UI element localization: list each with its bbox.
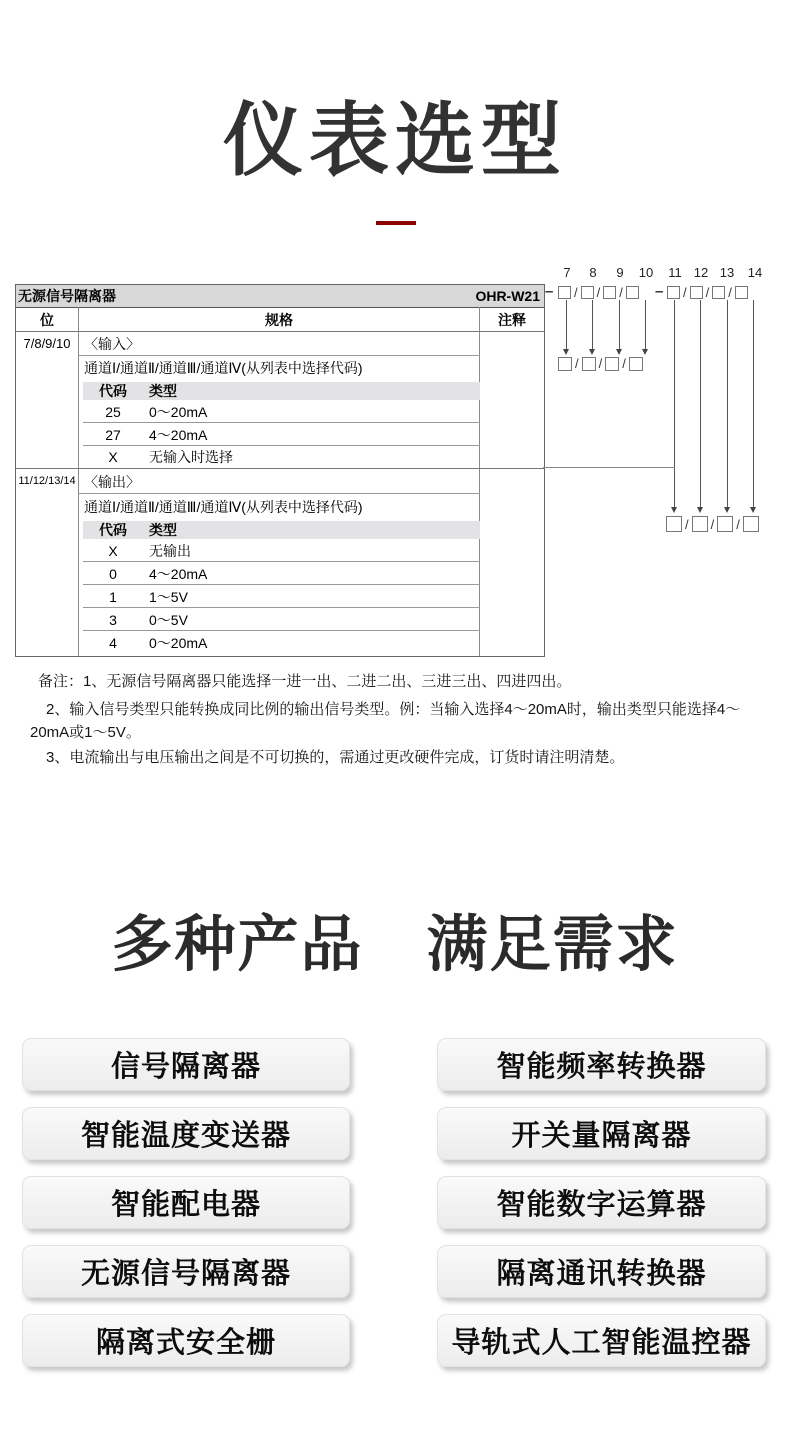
pointer-line (700, 300, 701, 507)
code-cell: 3 (109, 611, 117, 628)
product-button-signal-isolator[interactable]: 信号隔离器 (22, 1038, 350, 1091)
code-box (690, 286, 703, 299)
table-row (16, 585, 544, 608)
output-code-boxes (667, 285, 748, 300)
output-code-header-row (16, 521, 544, 539)
note-3: 3、电流输出与电压输出之间是不可切换的，需通过更改硬件完成，订货时请注明清楚。 (46, 749, 625, 766)
slash-separator: / (598, 356, 603, 371)
output-section-label-row (16, 469, 544, 494)
product-button-switch-isolator[interactable]: 开关量隔离器 (437, 1107, 766, 1160)
page-title: 仪表选型 (223, 96, 567, 185)
product-name: 无源信号隔离器 (18, 288, 116, 304)
code-cell: 4 (109, 635, 117, 651)
digit-label-11: 11 (668, 265, 682, 280)
arrow-down-icon (642, 349, 648, 355)
type-cell: 无输入时选择 (149, 449, 233, 465)
table-row (16, 423, 544, 446)
code-cell: 27 (105, 426, 121, 443)
code-box (666, 516, 682, 532)
arrow-down-icon (589, 349, 595, 355)
table-title-row (16, 285, 544, 308)
table-row (16, 608, 544, 631)
digit-label-13: 13 (719, 265, 735, 280)
type-cell: 1～5V (149, 588, 188, 605)
type-cell: 0～20mA (149, 635, 208, 651)
input-code-boxes (558, 285, 639, 300)
code-header: 代码 (99, 522, 127, 538)
slash-separator: / (622, 356, 626, 371)
position-label-input: 7/8/9/10 (23, 336, 71, 351)
section-connector-line (543, 467, 675, 468)
slash-separator: / (736, 516, 740, 532)
code-box (692, 516, 708, 532)
product-button-passive-signal-isolator[interactable]: 无源信号隔离器 (22, 1245, 350, 1298)
pointer-line (619, 300, 620, 349)
code-cell: 0 (109, 565, 117, 582)
table-row (16, 400, 544, 423)
code-box (712, 286, 725, 299)
pointer-line (645, 300, 646, 349)
input-channels-row (16, 356, 544, 380)
code-dash: – (655, 283, 664, 300)
product-button-distributor[interactable]: 智能配电器 (22, 1176, 350, 1229)
product-button-frequency-converter[interactable]: 智能频率转换器 (437, 1038, 766, 1091)
code-box (626, 286, 639, 299)
type-cell: 4～20mA (149, 426, 208, 443)
pointer-line (592, 300, 593, 349)
arrow-down-icon (724, 507, 730, 513)
table-header-row (16, 308, 544, 332)
slash-separator: / (705, 285, 710, 300)
col-header-position: 位 (40, 311, 54, 328)
pointer-line (727, 300, 728, 507)
title-underline-accent (376, 221, 416, 225)
model-code: OHR-W21 (475, 288, 540, 304)
product-button-digital-calculator[interactable]: 智能数字运算器 (437, 1176, 766, 1229)
slash-separator: / (619, 285, 623, 300)
input-code-header-row (16, 382, 544, 400)
note-1: 备注：1、无源信号隔离器只能选择一进一出、二进二出、三进三出、四进四出。 (38, 673, 572, 690)
code-cell: 1 (109, 588, 117, 605)
table-row (16, 562, 544, 585)
code-box (629, 357, 643, 371)
type-cell: 4～20mA (149, 565, 208, 582)
code-cell: 25 (105, 403, 121, 420)
pointer-line (674, 300, 675, 507)
type-cell: 0～5V (149, 611, 188, 628)
arrow-down-icon (671, 507, 677, 513)
slash-separator: / (728, 285, 732, 300)
col-header-spec: 规格 (265, 311, 293, 328)
code-box (605, 357, 619, 371)
digit-label-12: 12 (693, 265, 709, 280)
input-label: 〈输入〉 (84, 336, 140, 352)
digit-label-8: 8 (589, 265, 597, 280)
note-2: 2、输入信号类型只能转换成同比例的输出信号类型。例：当输入选择4～20mA时，输出类型只能选择4～20mA或1～5V。 (30, 701, 741, 741)
digit-label-9: 9 (616, 265, 624, 280)
pointer-line (753, 300, 754, 507)
code-box (743, 516, 759, 532)
output-channels-row (16, 494, 544, 519)
product-button-temperature-transmitter[interactable]: 智能温度变送器 (22, 1107, 350, 1160)
product-button-rail-ai-temp-controller[interactable]: 导轨式人工智能温控器 (437, 1314, 766, 1367)
code-box (558, 357, 572, 371)
col-header-note: 注释 (498, 311, 526, 328)
type-header: 类型 (149, 383, 177, 399)
arrow-down-icon (697, 507, 703, 513)
slash-separator: / (575, 356, 579, 371)
table-row (16, 539, 544, 562)
position-label-output: 11/12/13/14 (18, 475, 76, 487)
code-box (582, 357, 596, 371)
table-row (16, 631, 544, 655)
slash-separator: / (683, 285, 687, 300)
arrow-down-icon (750, 507, 756, 513)
digit-label-10: 10 (638, 265, 654, 280)
type-cell: 无输出 (149, 542, 191, 559)
slash-separator: / (710, 516, 715, 532)
output-label: 〈输出〉 (84, 473, 140, 490)
pointer-line (566, 300, 567, 349)
digit-label-14: 14 (747, 265, 763, 280)
code-box (735, 286, 748, 299)
output-channels-text: 通道Ⅰ/通道Ⅱ/通道Ⅲ/通道Ⅳ(从列表中选择代码) (84, 498, 363, 515)
model-selection-table (15, 284, 545, 657)
code-box (717, 516, 733, 532)
slash-separator: / (574, 285, 578, 300)
input-channels-text: 通道Ⅰ/通道Ⅱ/通道Ⅲ/通道Ⅳ(从列表中选择代码) (84, 360, 363, 376)
input-section-label-row (16, 332, 544, 356)
code-box (603, 286, 616, 299)
type-header: 类型 (149, 522, 177, 538)
digit-label-7: 7 (563, 265, 571, 280)
arrow-down-icon (616, 349, 622, 355)
slash-separator: / (596, 285, 601, 300)
arrow-down-icon (563, 349, 569, 355)
code-dash: – (545, 283, 554, 300)
product-button-safety-barrier[interactable]: 隔离式安全栅 (22, 1314, 350, 1367)
section-title: 多种产品 满足需求 (111, 910, 679, 978)
code-box (667, 286, 680, 299)
type-cell: 0～20mA (149, 403, 208, 420)
product-button-grid (22, 1038, 766, 1367)
slash-separator: / (685, 516, 689, 532)
input-target-code-boxes (558, 356, 643, 371)
table-row (16, 446, 544, 469)
code-box (581, 286, 594, 299)
product-button-communication-converter[interactable]: 隔离通讯转换器 (437, 1245, 766, 1298)
code-cell: X (108, 449, 118, 465)
code-header: 代码 (99, 383, 127, 399)
code-box (558, 286, 571, 299)
code-cell: X (108, 542, 118, 559)
output-target-code-boxes (666, 516, 759, 532)
